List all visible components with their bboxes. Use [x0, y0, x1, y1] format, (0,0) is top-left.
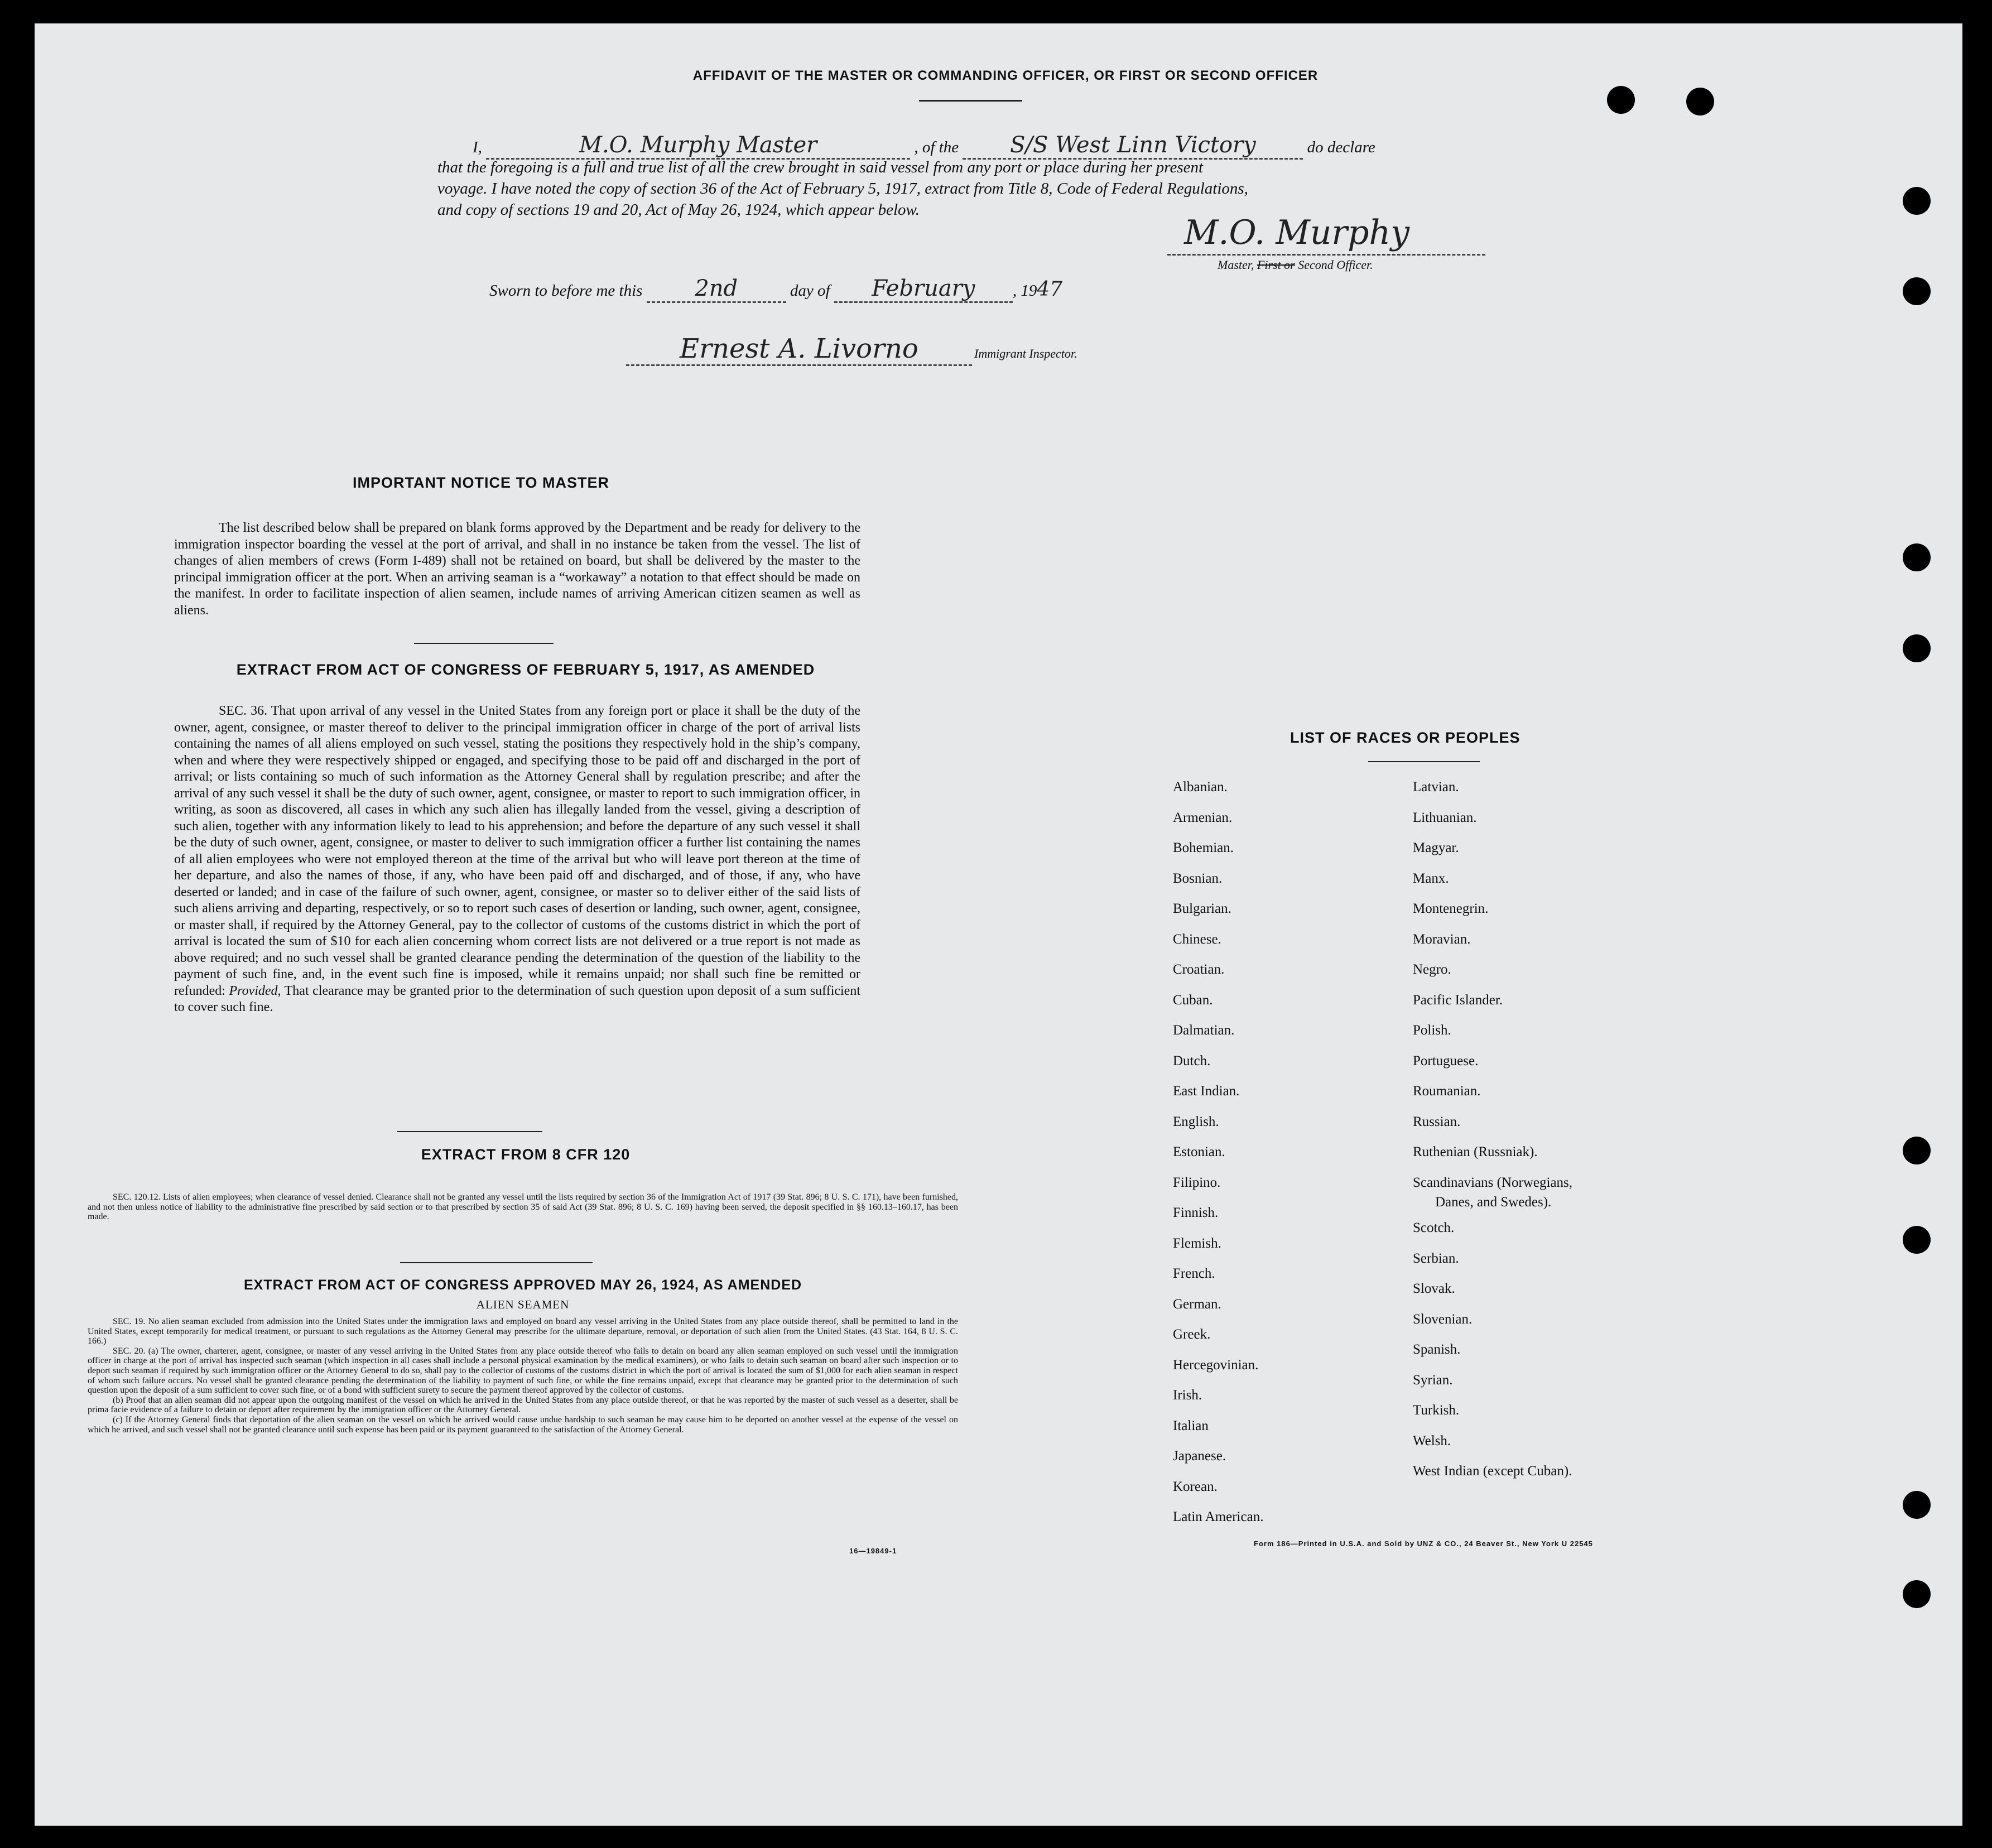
race-item: Dutch.: [1173, 1053, 1211, 1069]
master-caption-post: Second Officer.: [1295, 258, 1373, 272]
sec-20b-text: (b) Proof that an alien seaman did not appear upon the outgoing manifest of the vessel on which he arrived in the United States from any place outside thereof, or that he was reported by the master of such vessel as a deserter, shall be prima facie evidence of a failure to detain or deport after requirement by the immigration officer or the Attorney General.: [88, 1395, 958, 1415]
day-of-label: day of: [790, 282, 830, 300]
notice-rule: [414, 643, 554, 644]
race-item: Slovak.: [1413, 1281, 1455, 1297]
binder-hole: [1903, 277, 1931, 305]
binder-hole: [1903, 187, 1931, 215]
race-item: Manx.: [1413, 870, 1449, 886]
extract-1917-title: EXTRACT FROM ACT OF CONGRESS OF FEBRUARY 5, 1917, AS AMENDED: [236, 661, 815, 678]
race-item: Bosnian.: [1173, 870, 1223, 886]
do-declare-label: do declare: [1307, 138, 1375, 156]
race-item: East Indian.: [1173, 1084, 1240, 1099]
extract-1917-text: [174, 703, 860, 1016]
cfr-rule-bottom: [400, 1262, 593, 1263]
race-item: Korean.: [1173, 1479, 1218, 1494]
affidavit-line3: voyage. I have noted the copy of section 36 of the Act of February 5, 1917, extract from Title 8, Code of Federal Regulations,: [437, 180, 1248, 198]
race-item: Lithuanian.: [1413, 810, 1477, 825]
race-item: Spanish.: [1413, 1342, 1461, 1358]
race-item: Negro.: [1413, 962, 1451, 977]
alien-seamen-subtitle: ALIEN SEAMEN: [476, 1298, 570, 1311]
race-item: Slovenian.: [1413, 1311, 1473, 1327]
cfr-title: EXTRACT FROM 8 CFR 120: [421, 1146, 631, 1163]
race-item: Latin American.: [1173, 1509, 1264, 1524]
vessel-name-field: S/S West Linn Victory: [963, 132, 1303, 160]
race-item: Moravian.: [1413, 931, 1471, 947]
sec-20c-text: (c) If the Attorney General finds that deportation of the alien seaman on the vessel on which he arrived would cause undue hardship to such seaman he may cause him to be deported on another vessel at the expense of the vessel on which he arrived, and such vessel shall not be granted clearance until such expense has been paid or its payment guaranteed to the satisfaction of the Attorney General.: [88, 1414, 958, 1435]
race-item: Serbian.: [1413, 1250, 1459, 1266]
inspector-caption: Immigrant Inspector.: [974, 346, 1077, 360]
sec-36-label: SEC. 36.: [219, 704, 268, 718]
race-item: Irish.: [1173, 1388, 1202, 1403]
binder-hole: [1903, 1137, 1931, 1164]
race-item: Roumanian.: [1413, 1084, 1481, 1099]
sec-20a-text: SEC. 20. (a) The owner, charterer, agent, consignee, or master of any vessel arriving in the United States from any place outside thereof who fails to detain on board any alien seaman employed on such vessel until the immigration officer in charge at the port of arrival has inspected such seaman (which inspection in all cases shall include a personal physical examination by the medical examiners), or who fails to detain such seaman on board after such inspection or to deport such seaman if required by such immigration officer or the Attorney General to do so, shall pay to the collector of customs of the customs district in which the port of arrival is located the sum of $1,000 for each alien seaman in respect of whom such failure occurs. No vessel shall be granted clearance pending the determination of the liability to payment of such fine, or while the fine remains unpaid, except that clearance may be granted prior to the determination of such question upon the deposit of a sum sufficient to cover such fine, or of a bond with sufficient surety to secure the payment thereof approved by the collector of customs.: [88, 1346, 958, 1395]
race-item: Montenegrin.: [1413, 901, 1489, 916]
race-item: Flemish.: [1173, 1235, 1221, 1251]
sec-36-body: That upon arrival of any vessel in the United States from any foreign port or place it shall be the duty of the owner, agent, consignee, or master thereof to deliver to the principal immigration officer in charge of the port of arrival lists containing the names of all aliens employed on such vessel, stating the positions they respectively hold in the ship’s company, when and where they were respectively shipped or engaged, and specifying those to be paid off and discharged in the port of arrival; or lists containing so much of such information as the Attorney General shall by regulation prescribe; and after the arrival of any such vessel it shall be the duty of such owner, agent, consignee, or master to report to such immigration officer, in writing, as soon as discovered, all cases in which any such alien has illegally landed from the vessel, giving a description of such alien, together with any information likely to lead to his apprehension; and before the departure of any such vessel it shall be the duty of such owner, agent, consignee, or master to deliver to such immigration officer a further list containing the names of all alien employees who were not employed thereon at the time of the arrival but who will leave port thereon at the time of her departure, and also the names of those, if any, who have been paid off and discharged, and of those, if any, who have deserted or landed; and in case of the failure of such owner, agent, consignee, or master so to deliver either of the said lists of such aliens arriving and departing, respectively, or so to report such cases of desertion or landing, such owner, agent, consignee, or master shall, if required by the Attorney General, pay to the collector of customs of the customs district in which the port of arrival is located the sum of $10 for each alien concerning whom correct lists are not delivered or a true report is not made as above required; and no such vessel shall be granted clearance pending the determination of the question of the liability to the payment of such fine, and, in the event such fine is imposed, while it remains unpaid; nor shall such fine be remitted or refunded:: [174, 704, 860, 998]
race-item: Cuban.: [1173, 992, 1213, 1008]
binder-hole: [1607, 86, 1635, 114]
race-item: French.: [1173, 1266, 1215, 1281]
binder-hole: [1903, 634, 1931, 662]
notice-text: The list described below shall be prepared on blank forms approved by the Department and be ready for delivery to the immigration inspector boarding the vessel at the port of arrival, and shall in no instance be taken from the vessel. The list of changes of alien members of crews (Form I-489) shall not be retained on board, but shall be delivered by the master to the principal immigration officer at the port. When an arriving seaman is a “workaway” a notation to that effect should be made on the manifest. In order to facilitate inspection of alien seamen, include names of arriving American citizen seamen as well as aliens.: [174, 521, 860, 618]
inspector-line: [626, 333, 1077, 366]
race-item: West Indian (except Cuban).: [1413, 1464, 1572, 1479]
sworn-line: [489, 276, 1062, 303]
race-item: Scotch.: [1413, 1220, 1455, 1236]
sec-36-end: That clearance may be granted prior to the determination of such question upon deposit of a sum sufficient to cover such fine.: [174, 983, 860, 1014]
race-item: Latvian.: [1413, 779, 1459, 795]
races-title: LIST OF RACES OR PEOPLES: [1290, 729, 1521, 746]
notice-title: IMPORTANT NOTICE TO MASTER: [353, 474, 609, 491]
sworn-year-field: 47: [1037, 278, 1063, 301]
of-the-label: , of the: [914, 138, 959, 156]
sworn-year-prefix: , 19: [1012, 282, 1037, 300]
sec-19-text: SEC. 19. No alien seaman excluded from admission into the United States under the immigration laws and employed on board any vessel arriving in the United States from any place outside thereof, shall be permitted to land in the United States, except temporarily for medical treatment, or pursuant to such regulations as the Attorney General may prescribe for the ultimate departure, removal, or deportation of such alien from the United States. (43 Stat. 164, 8 U. S. C. 166.): [88, 1317, 958, 1346]
race-item: Croatian.: [1173, 962, 1225, 977]
inspector-signature: Ernest A. Livorno: [626, 333, 972, 366]
i-label: I,: [473, 138, 482, 156]
affidavit-line2: that the foregoing is a full and true list of all the crew brought in said vessel from any port or place during her present: [437, 158, 1204, 176]
race-item: Dalmatian.: [1173, 1023, 1235, 1038]
race-item: Bohemian.: [1173, 840, 1234, 855]
cfr-rule-top: [397, 1131, 542, 1132]
race-item: Estonian.: [1173, 1144, 1225, 1159]
binder-hole: [1903, 1491, 1931, 1519]
race-item: Finnish.: [1173, 1205, 1219, 1220]
master-caption-strike: First or: [1257, 258, 1295, 272]
cfr-text: SEC. 120.12. Lists of alien employees; when clearance of vessel denied. Clearance shall not be granted any vessel until the lists required by section 36 of the Immigration Act of 1917 (39 Stat. 896; 8 U. S. C. 171), have been furnished, and not then unless notice of liability to the administrative fine prescribed by said section or to that prescribed by section 35 of said Act (39 Stat. 896; 8 U. S. C. 169) having been served, the deposit specified in §§ 160.13–160.17, has been made.: [88, 1192, 958, 1222]
sworn-month-field: February: [834, 276, 1013, 303]
binder-hole: [1903, 1226, 1931, 1254]
race-item: Bulgarian.: [1173, 901, 1231, 916]
provided-label: Provided,: [229, 983, 281, 998]
printer-footer: Form 186—Printed in U.S.A. and Sold by UNZ & CO., 24 Beaver St., New York U 22545: [1254, 1539, 1593, 1548]
affidavit-line1: [473, 132, 1550, 160]
form-code: 16—19849-1: [849, 1547, 897, 1555]
race-item: English.: [1173, 1114, 1219, 1129]
binder-hole: [1903, 543, 1931, 571]
race-item: Ruthenian (Russniak).: [1413, 1144, 1538, 1159]
sworn-label: Sworn to before me this: [489, 282, 643, 300]
binder-hole: [1686, 88, 1714, 116]
race-item: Polish.: [1413, 1023, 1451, 1038]
race-item: Scandinavians (Norwegians,: [1413, 1175, 1573, 1190]
race-item: Filipino.: [1173, 1175, 1221, 1190]
race-item: Russian.: [1413, 1114, 1461, 1129]
master-caption-pre: Master,: [1218, 258, 1257, 272]
race-item: Greek.: [1173, 1327, 1211, 1342]
race-item: Welsh.: [1413, 1433, 1451, 1448]
extract-1924-title: EXTRACT FROM ACT OF CONGRESS APPROVED MAY 26, 1924, AS AMENDED: [243, 1277, 802, 1293]
affidavit-title: AFFIDAVIT OF THE MASTER OR COMMANDING OFFICER, OR FIRST OR SECOND OFFICER: [692, 68, 1319, 83]
race-item: Turkish.: [1413, 1403, 1460, 1418]
document-sheet: [35, 23, 1962, 1826]
race-item: German.: [1173, 1296, 1221, 1312]
binder-hole: [1903, 1580, 1931, 1608]
race-item: Armenian.: [1173, 810, 1233, 825]
extract-1924-body: [88, 1317, 958, 1435]
race-item: Hercegovinian.: [1173, 1357, 1259, 1373]
race-item: Italian: [1173, 1418, 1209, 1433]
race-item: Chinese.: [1173, 931, 1221, 947]
race-item: Japanese.: [1173, 1448, 1226, 1464]
signature-line: [1167, 254, 1485, 256]
race-item: Albanian.: [1173, 779, 1228, 795]
sworn-day-field: 2nd: [647, 276, 786, 303]
title-rule: [919, 100, 1022, 102]
master-name-field: M.O. Murphy Master: [486, 132, 910, 160]
race-item: Portuguese.: [1413, 1053, 1479, 1069]
master-caption: [1218, 258, 1373, 272]
master-signature: M.O. Murphy: [1184, 213, 1410, 252]
affidavit-line4: and copy of sections 19 and 20, Act of May 26, 1924, which appear below.: [437, 201, 920, 219]
race-item: Danes, and Swedes).: [1435, 1194, 1552, 1210]
race-item: Magyar.: [1413, 840, 1459, 855]
race-item: Syrian.: [1413, 1372, 1453, 1388]
races-rule: [1368, 761, 1480, 762]
race-item: Pacific Islander.: [1413, 992, 1503, 1008]
